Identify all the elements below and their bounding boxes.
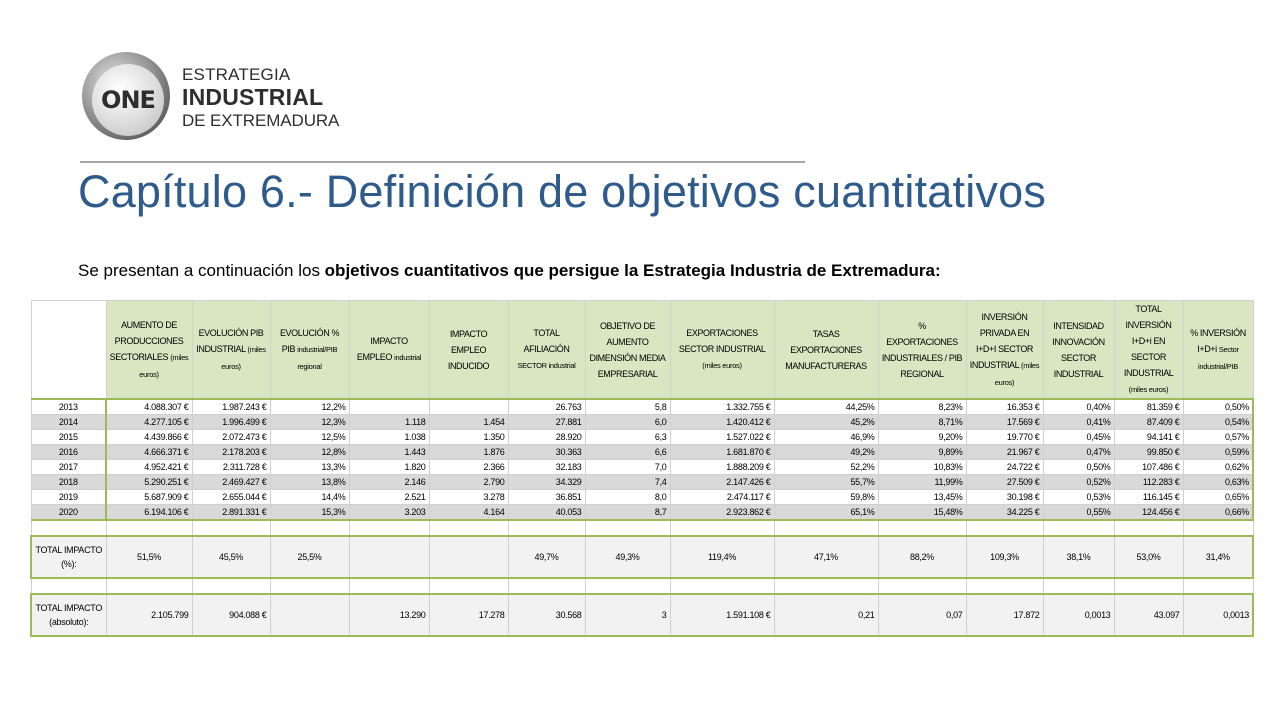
table-cell: 0,50% (1043, 460, 1114, 475)
row-year: 2019 (31, 490, 106, 505)
table-cell: 2.469.427 € (192, 475, 270, 490)
table-cell: 2.474.117 € (670, 490, 774, 505)
spacer-cell (31, 578, 106, 594)
table-cell: 5,8 (585, 399, 670, 415)
table-cell: 12,8% (270, 445, 349, 460)
table-row (31, 490, 1253, 505)
spacer-cell (585, 520, 670, 536)
table-cell: 32.183 (508, 460, 585, 475)
table-header-row (31, 301, 1253, 400)
spacer-cell (1183, 520, 1253, 536)
table-cell: 24.722 € (966, 460, 1043, 475)
table-cell: 16.353 € (966, 399, 1043, 415)
total-impact-absolute-row (31, 594, 1253, 636)
table-cell: 19.770 € (966, 430, 1043, 445)
spacer-cell (270, 578, 349, 594)
table-cell: 26.763 (508, 399, 585, 415)
table-cell: 0,66% (1183, 505, 1253, 521)
column-header (349, 301, 429, 400)
table-cell: 1.527.022 € (670, 430, 774, 445)
table-cell (349, 399, 429, 415)
table-cell: 7,4 (585, 475, 670, 490)
table-cell: 17.569 € (966, 415, 1043, 430)
table-cell: 4.666.371 € (106, 445, 192, 460)
table-cell: 27.509 € (966, 475, 1043, 490)
table-cell: 0,65% (1183, 490, 1253, 505)
total-cell: 0,21 (774, 594, 878, 636)
table-cell: 1.987.243 € (192, 399, 270, 415)
row-year: 2020 (31, 505, 106, 521)
table-cell: 7,0 (585, 460, 670, 475)
table-cell: 0,40% (1043, 399, 1114, 415)
column-header-unit: SECTOR industrial (517, 361, 576, 370)
table-cell: 1.454 (429, 415, 508, 430)
spacer-cell (508, 578, 585, 594)
total-cell: 3 (585, 594, 670, 636)
column-header-title: EVOLUCIÓN PIB INDUSTRIAL (196, 327, 264, 354)
total-cell: 17.872 (966, 594, 1043, 636)
spacer-cell (192, 578, 270, 594)
table-cell: 4.164 (429, 505, 508, 521)
intro-text (78, 261, 941, 281)
table-cell: 94.141 € (1114, 430, 1183, 445)
spacer-cell (1043, 520, 1114, 536)
table-cell: 52,2% (774, 460, 878, 475)
column-header-title: IMPACTO EMPLEO (356, 336, 408, 362)
column-header (508, 301, 585, 400)
table-cell: 59,8% (774, 490, 878, 505)
total-cell: 1.591.108 € (670, 594, 774, 636)
table-cell: 0,54% (1183, 415, 1253, 430)
table-cell: 65,1% (774, 505, 878, 521)
column-header-unit: industrial (394, 353, 422, 362)
table-cell: 13,45% (878, 490, 966, 505)
total-cell: 53,0% (1114, 536, 1183, 578)
spacer-cell (670, 578, 774, 594)
logo-line-3: DE EXTREMADURA (182, 111, 340, 130)
column-header-title: INTENSIDAD INNOVACIÓN SECTOR INDUSTRIAL (1052, 320, 1105, 379)
column-header (1183, 301, 1253, 400)
total-cell: 49,7% (508, 536, 585, 578)
total-label (31, 594, 106, 636)
table-cell: 40.053 (508, 505, 585, 521)
total-impact-percent-row (31, 536, 1253, 578)
column-header-title: INVERSIÓN PRIVADA EN I+D+I SECTOR INDUSTRIAL (969, 311, 1034, 370)
table-cell: 34.329 (508, 475, 585, 490)
spacer-cell (774, 520, 878, 536)
total-cell: 13.290 (349, 594, 429, 636)
table-row (31, 430, 1253, 445)
table-cell: 0,63% (1183, 475, 1253, 490)
spacer-cell (878, 578, 966, 594)
table-cell: 112.283 € (1114, 475, 1183, 490)
column-header-title: IMPACTO EMPLEO INDUCIDO (447, 328, 490, 371)
column-header-unit: (miles euros) (221, 344, 266, 371)
spacer-cell (1114, 520, 1183, 536)
total-label-sub: (absoluto): (49, 617, 89, 627)
spacer-cell (966, 578, 1043, 594)
table-cell: 8,7 (585, 505, 670, 521)
table-cell: 1.038 (349, 430, 429, 445)
table-cell: 124.456 € (1114, 505, 1183, 521)
table-cell: 107.486 € (1114, 460, 1183, 475)
column-header-unit: (miles euros) (1128, 385, 1169, 394)
title-divider (80, 161, 805, 163)
column-header (966, 301, 1043, 400)
table-cell: 27.881 (508, 415, 585, 430)
table-row (31, 415, 1253, 430)
table-cell: 0,55% (1043, 505, 1114, 521)
column-header-title: AUMENTO DE PRODUCCIONES SECTORIALES (109, 319, 184, 362)
table-cell: 5.687.909 € (106, 490, 192, 505)
table-cell: 0,52% (1043, 475, 1114, 490)
column-header-title: TOTAL AFILIACIÓN (523, 328, 570, 354)
total-cell: 17.278 (429, 594, 508, 636)
table-cell: 1.332.755 € (670, 399, 774, 415)
table-cell: 30.363 (508, 445, 585, 460)
table-cell: 8,0 (585, 490, 670, 505)
table-cell: 3.203 (349, 505, 429, 521)
total-cell: 88,2% (878, 536, 966, 578)
table-cell: 2.147.426 € (670, 475, 774, 490)
table-cell: 0,62% (1183, 460, 1253, 475)
table-cell: 87.409 € (1114, 415, 1183, 430)
table-cell: 14,4% (270, 490, 349, 505)
column-header-unit: industrial/PIB regional (297, 344, 338, 371)
total-cell: 25,5% (270, 536, 349, 578)
table-row (31, 475, 1253, 490)
table-cell: 8,23% (878, 399, 966, 415)
table-cell: 1.443 (349, 445, 429, 460)
table-cell: 116.145 € (1114, 490, 1183, 505)
table-cell: 49,2% (774, 445, 878, 460)
objectives-table (30, 300, 1254, 637)
table-cell: 11,99% (878, 475, 966, 490)
table-cell: 1.118 (349, 415, 429, 430)
table-cell: 0,45% (1043, 430, 1114, 445)
table-cell: 2.072.473 € (192, 430, 270, 445)
table-cell: 6,6 (585, 445, 670, 460)
column-header (106, 301, 192, 400)
table-cell: 0,57% (1183, 430, 1253, 445)
total-cell: 51,5% (106, 536, 192, 578)
logo-line-1: ESTRATEGIA (182, 65, 291, 84)
spacer-cell (670, 520, 774, 536)
table-cell: 1.681.870 € (670, 445, 774, 460)
table-cell: 2.146 (349, 475, 429, 490)
column-header (429, 301, 508, 400)
table-cell: 36.851 (508, 490, 585, 505)
row-year: 2016 (31, 445, 106, 460)
spacer-row (31, 520, 1253, 536)
spacer-cell (508, 520, 585, 536)
table-cell: 99.850 € (1114, 445, 1183, 460)
table-cell: 0,47% (1043, 445, 1114, 460)
row-year: 2018 (31, 475, 106, 490)
intro-normal: Se presentan a continuación los (78, 261, 325, 280)
spacer-cell (1183, 578, 1253, 594)
total-cell: 49,3% (585, 536, 670, 578)
total-label (31, 536, 106, 578)
table-cell: 12,3% (270, 415, 349, 430)
table-cell: 1.350 (429, 430, 508, 445)
table-cell: 6,0 (585, 415, 670, 430)
total-cell: 45,5% (192, 536, 270, 578)
header-corner-cell (31, 301, 106, 400)
total-cell: 47,1% (774, 536, 878, 578)
spacer-cell (31, 520, 106, 536)
table-cell: 34.225 € (966, 505, 1043, 521)
spacer-cell (270, 520, 349, 536)
column-header-unit: Sector industrial/PIB (1198, 344, 1239, 371)
page-title: Capítulo 6.- Definición de objetivos cuantitativos (78, 166, 1047, 217)
intro-bold: objetivos cuantitativos que persigue la Estrategia Industria de Extremadura: (324, 261, 941, 280)
column-header (270, 301, 349, 400)
column-header-title: OBJETIVO DE AUMENTO DIMENSIÓN MEDIA EMPRESARIAL (589, 320, 666, 379)
column-header-title: % EXPORTACIONES INDUSTRIALES / PIB REGIONAL (881, 320, 963, 379)
table-row (31, 399, 1253, 415)
table-cell: 4.952.421 € (106, 460, 192, 475)
table-cell: 10,83% (878, 460, 966, 475)
total-cell: 119,4% (670, 536, 774, 578)
table-row (31, 445, 1253, 460)
table-cell: 45,2% (774, 415, 878, 430)
table-cell: 9,20% (878, 430, 966, 445)
table-cell (429, 399, 508, 415)
total-cell: 43.097 (1114, 594, 1183, 636)
table-cell: 1.420.412 € (670, 415, 774, 430)
table-cell: 8,71% (878, 415, 966, 430)
spacer-cell (349, 578, 429, 594)
table-cell: 2.311.728 € (192, 460, 270, 475)
total-cell: 31,4% (1183, 536, 1253, 578)
logo-emblem-icon (82, 52, 170, 140)
logo-text (182, 66, 339, 129)
row-year: 2013 (31, 399, 106, 415)
table-cell: 1.876 (429, 445, 508, 460)
table-cell: 2.790 (429, 475, 508, 490)
column-header-title: TASAS EXPORTACIONES MANUFACTURERAS (785, 328, 867, 371)
row-year: 2015 (31, 430, 106, 445)
total-cell: 2.105.799 (106, 594, 192, 636)
table-cell: 4.088.307 € (106, 399, 192, 415)
table-cell: 1.996.499 € (192, 415, 270, 430)
row-year: 2014 (31, 415, 106, 430)
table-cell: 2.923.862 € (670, 505, 774, 521)
column-header (670, 301, 774, 400)
table-cell: 30.198 € (966, 490, 1043, 505)
total-cell: 38,1% (1043, 536, 1114, 578)
spacer-cell (349, 520, 429, 536)
table-cell: 15,48% (878, 505, 966, 521)
table-cell: 55,7% (774, 475, 878, 490)
column-header (585, 301, 670, 400)
table-cell: 9,89% (878, 445, 966, 460)
spacer-row (31, 578, 1253, 594)
table-cell: 44,25% (774, 399, 878, 415)
table-row (31, 460, 1253, 475)
table-cell: 81.359 € (1114, 399, 1183, 415)
table-cell: 4.277.105 € (106, 415, 192, 430)
column-header-unit: (miles euros) (139, 352, 189, 379)
total-label-main: TOTAL IMPACTO (35, 545, 103, 555)
table-cell: 2.655.044 € (192, 490, 270, 505)
total-label-sub: (%): (61, 559, 77, 569)
total-cell (270, 594, 349, 636)
table-cell: 21.967 € (966, 445, 1043, 460)
table-cell: 1.820 (349, 460, 429, 475)
table-cell: 13,8% (270, 475, 349, 490)
spacer-cell (106, 578, 192, 594)
logo-mark: ONE (101, 86, 155, 114)
column-header (192, 301, 270, 400)
total-cell: 0,0013 (1043, 594, 1114, 636)
column-header-title: EVOLUCIÓN % PIB (279, 327, 340, 354)
table-cell: 5.290.251 € (106, 475, 192, 490)
spacer-cell (429, 578, 508, 594)
table-cell: 2.891.331 € (192, 505, 270, 521)
total-cell: 109,3% (966, 536, 1043, 578)
column-header-title: TOTAL INVERSIÓN I+D+i EN SECTOR INDUSTRIAL (1123, 304, 1174, 378)
table-cell: 28.920 (508, 430, 585, 445)
spacer-cell (585, 578, 670, 594)
column-header (774, 301, 878, 400)
table-cell: 2.521 (349, 490, 429, 505)
table-cell: 0,53% (1043, 490, 1114, 505)
table-cell: 0,41% (1043, 415, 1114, 430)
total-cell: 904.088 € (192, 594, 270, 636)
total-cell: 0,07 (878, 594, 966, 636)
total-cell (429, 536, 508, 578)
column-header (878, 301, 966, 400)
total-label-main: TOTAL IMPACTO (35, 603, 103, 613)
column-header-unit: (miles euros) (702, 361, 742, 370)
column-header (1043, 301, 1114, 400)
column-header (1114, 301, 1183, 400)
logo-line-2: INDUSTRIAL (182, 84, 324, 110)
spacer-cell (774, 578, 878, 594)
spacer-cell (878, 520, 966, 536)
total-cell: 30.568 (508, 594, 585, 636)
spacer-cell (966, 520, 1043, 536)
row-year: 2017 (31, 460, 106, 475)
table-cell: 6,3 (585, 430, 670, 445)
spacer-cell (429, 520, 508, 536)
column-header-title: EXPORTACIONES SECTOR INDUSTRIAL (678, 328, 766, 354)
logo (80, 48, 350, 148)
table-row (31, 505, 1253, 521)
spacer-cell (1114, 578, 1183, 594)
column-header-unit: (miles euros) (994, 360, 1040, 387)
spacer-cell (106, 520, 192, 536)
table-cell: 6.194.106 € (106, 505, 192, 521)
table-cell: 4.439.866 € (106, 430, 192, 445)
table-cell: 12,2% (270, 399, 349, 415)
spacer-cell (192, 520, 270, 536)
total-cell (349, 536, 429, 578)
table-cell: 1.888.209 € (670, 460, 774, 475)
table-cell: 0,50% (1183, 399, 1253, 415)
table-cell: 13,3% (270, 460, 349, 475)
table-cell: 46,9% (774, 430, 878, 445)
total-cell: 0,0013 (1183, 594, 1253, 636)
table-cell: 0,59% (1183, 445, 1253, 460)
spacer-cell (1043, 578, 1114, 594)
table-cell: 2.178.203 € (192, 445, 270, 460)
column-header-title: % INVERSIÓN I+D+i (1190, 327, 1246, 354)
table-cell: 3.278 (429, 490, 508, 505)
table-cell: 12,5% (270, 430, 349, 445)
table-cell: 15,3% (270, 505, 349, 521)
table-cell: 2.366 (429, 460, 508, 475)
